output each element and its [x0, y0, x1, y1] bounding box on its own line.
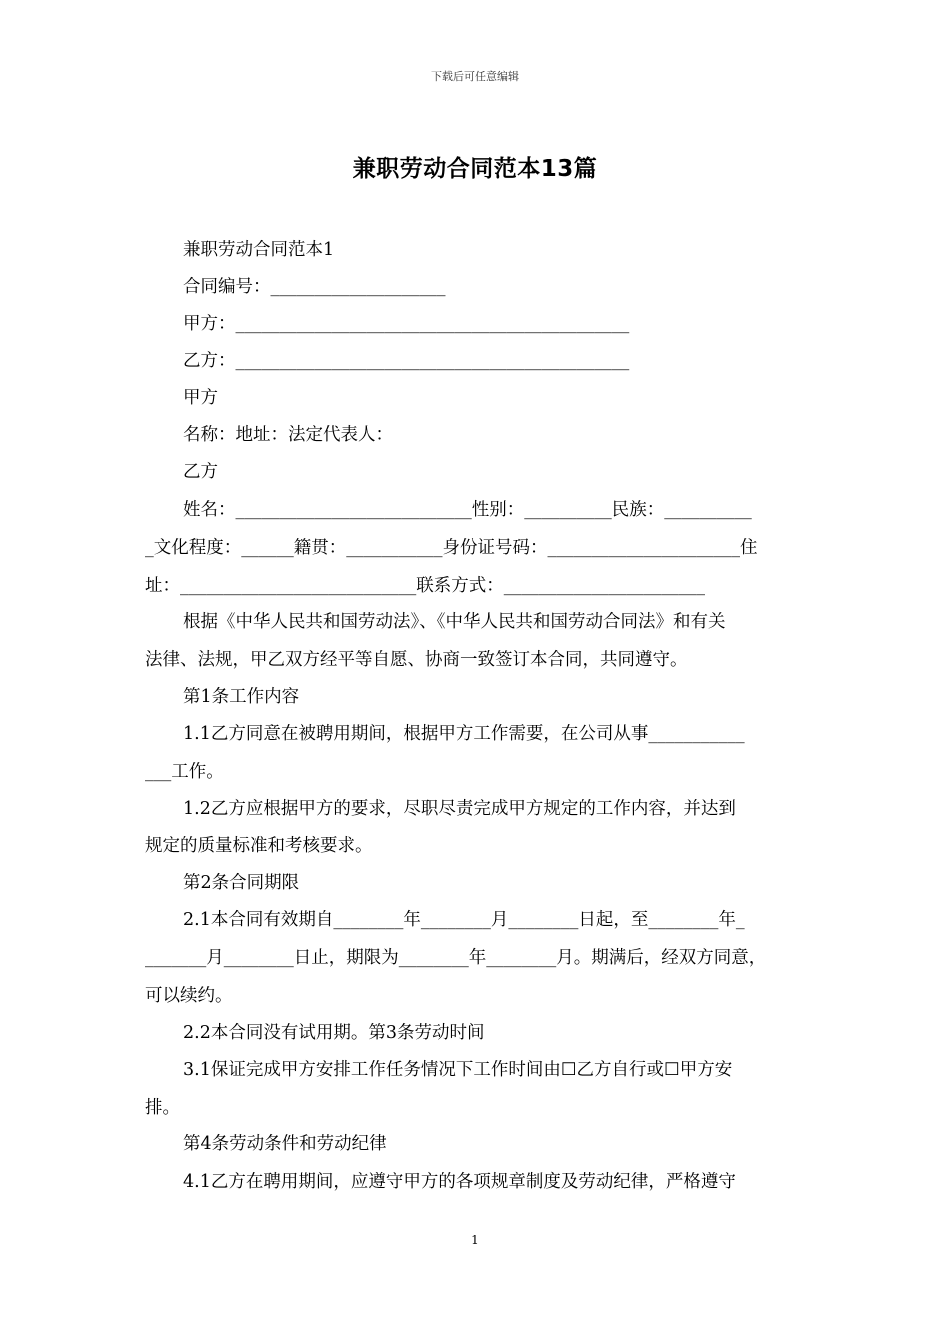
- clause-2-1-line-3: 可以续约。: [145, 986, 233, 1006]
- party-b-field: 乙方：_____________________________________________: [183, 351, 630, 371]
- clause-2-2: 2.2本合同没有试用期。第3条劳动时间: [183, 1023, 485, 1043]
- party-b-fields-line-2: _文化程度：______籍贯：___________身份证号码：______________________住: [145, 538, 758, 558]
- clause-1-1-line-1: 1.1乙方同意在被聘用期间，根据甲方工作需要，在公司从事___________: [183, 724, 745, 744]
- article-4-title: 第4条劳动条件和劳动纪律: [183, 1134, 387, 1154]
- document-title: 兼职劳动合同范本13篇: [352, 156, 598, 182]
- preamble-line-2: 法律、法规，甲乙双方经平等自愿、协商一致签订本合同，共同遵守。: [145, 650, 688, 670]
- clause-4-1-line-1: 4.1乙方在聘用期间，应遵守甲方的各项规章制度及劳动纪律，严格遵守: [183, 1172, 736, 1192]
- clause-3-1-line-1: 3.1保证完成甲方安排工作任务情况下工作时间由☐乙方自行或☐甲方安: [183, 1060, 733, 1080]
- clause-1-1-line-2: ___工作。: [145, 762, 224, 782]
- party-b-heading: 乙方: [183, 462, 218, 482]
- clause-3-1-line-2: 排。: [145, 1098, 180, 1118]
- preamble-line-1: 根据《中华人民共和国劳动法》、《中华人民共和国劳动合同法》和有关: [183, 612, 726, 632]
- clause-2-1-line-1: 2.1本合同有效期自________年________月________日起，至________年_: [183, 910, 745, 930]
- party-a-field: 甲方：_____________________________________________: [183, 314, 630, 334]
- clause-1-2-line-2: 规定的质量标准和考核要求。: [145, 836, 373, 856]
- contract-subtitle: 兼职劳动合同范本1: [183, 240, 335, 260]
- party-b-fields-line-3: 址：___________________________联系方式：_______________________: [145, 576, 705, 596]
- party-b-fields-line-1: 姓名：___________________________性别：__________民族：__________: [183, 500, 752, 520]
- page-number: 1: [471, 1233, 479, 1247]
- party-a-heading: 甲方: [183, 388, 218, 408]
- party-a-fields: 名称：地址：法定代表人：: [183, 425, 393, 445]
- clause-2-1-line-2: _______月________日止，期限为________年________月。期满后，经双方同意，: [145, 948, 767, 968]
- contract-number-field: 合同编号：____________________: [183, 277, 446, 297]
- clause-1-2-line-1: 1.2乙方应根据甲方的要求，尽职尽责完成甲方规定的工作内容，并达到: [183, 799, 736, 819]
- article-1-title: 第1条工作内容: [183, 687, 300, 707]
- page-header: 下载后可任意编辑: [431, 70, 519, 83]
- article-2-title: 第2条合同期限: [183, 873, 300, 893]
